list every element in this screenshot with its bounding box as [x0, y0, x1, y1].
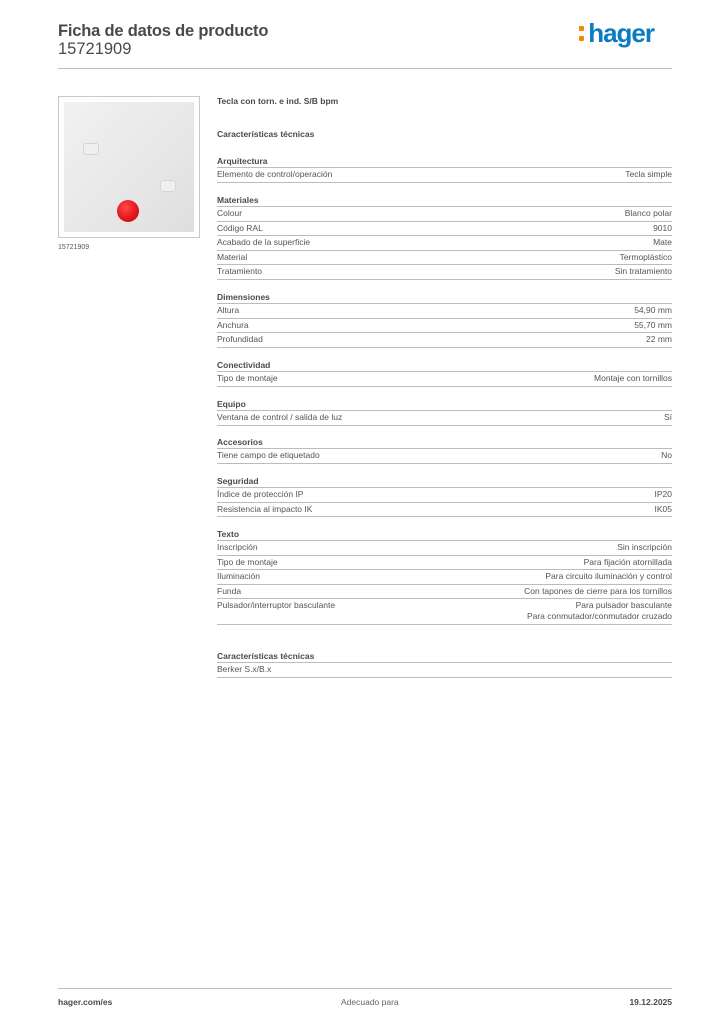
spec-value: Con tapones de cierre para los tornillos: [524, 585, 672, 596]
page-header: [58, 20, 672, 70]
section-accesorios: [217, 436, 672, 464]
spec-value: 55,70 mm: [634, 319, 672, 330]
spec-value: Para circuito iluminación y control: [545, 571, 672, 581]
section-title: Texto: [217, 528, 672, 541]
spec-row: [217, 541, 672, 556]
spec-label: Tiene campo de etiquetado: [217, 450, 320, 460]
product-image: [58, 96, 200, 238]
screw-cover-icon: [83, 143, 99, 155]
spec-label: Berker S.x/B.x: [217, 664, 272, 674]
image-caption: 15721909: [58, 244, 90, 251]
section-title: Seguridad: [217, 475, 672, 488]
spec-label: Código RAL: [217, 222, 263, 233]
spec-value: IK05: [654, 503, 672, 514]
section-title: Equipo: [217, 398, 672, 411]
section-tail: [217, 650, 672, 678]
spec-label: Anchura: [217, 319, 249, 330]
spec-value: Termoplástico: [619, 251, 672, 262]
spec-value: No: [661, 450, 672, 460]
spec-row: [217, 207, 672, 222]
product-name: Tecla con torn. e ind. S/B bpm: [217, 96, 339, 106]
spec-value: Montaje con tornillos: [594, 373, 672, 383]
section-arquitectura: [217, 155, 672, 183]
spec-row: [217, 251, 672, 266]
section-title: Arquitectura: [217, 155, 672, 168]
spec-value-line: Para conmutador/conmutador cruzado: [526, 611, 672, 621]
section-title: Dimensiones: [217, 291, 672, 304]
spec-value: 9010: [653, 222, 672, 233]
spec-label: Profundidad: [217, 334, 263, 344]
spec-label: Inscripción: [217, 542, 258, 552]
spec-label: Material: [217, 251, 248, 262]
spec-row: [217, 488, 672, 503]
section-equipo: [217, 398, 672, 426]
red-indicator-lens: [117, 200, 139, 222]
hager-logo: [588, 18, 654, 49]
section-texto: [217, 528, 672, 625]
spec-row: [217, 599, 672, 625]
spec-row: [217, 372, 672, 387]
section-title: Accesorios: [217, 436, 672, 449]
spec-row: [217, 411, 672, 426]
spec-value: Mate: [653, 237, 672, 247]
logo-colon-icon: [579, 26, 584, 42]
spec-label: Tipo de montaje: [217, 556, 278, 567]
spec-row: [217, 570, 672, 585]
spec-value: Sí: [663, 412, 672, 422]
section-conectividad: [217, 359, 672, 387]
spec-value-line: Para pulsador basculante: [575, 600, 672, 610]
spec-row: [217, 168, 672, 183]
spec-label: Tratamiento: [217, 266, 263, 276]
footer-note: Adecuado para: [341, 997, 399, 1007]
section-materiales: [217, 194, 672, 280]
spec-row: [217, 236, 672, 251]
document-title: Ficha de datos de producto: [58, 22, 269, 40]
spec-row: [217, 556, 672, 571]
spec-label: Funda: [217, 585, 242, 596]
spec-label: Índice de protección IP: [217, 489, 304, 499]
spec-row: [217, 222, 672, 237]
footer-website: hager.com/es: [58, 997, 113, 1007]
spec-row: [217, 333, 672, 348]
spec-row: [217, 319, 672, 334]
footer-divider: [58, 988, 672, 989]
spec-value: Sin tratamiento: [614, 266, 672, 276]
section-title: Conectividad: [217, 359, 672, 372]
spec-value: 54,90 mm: [634, 305, 672, 315]
spec-value: Tecla simple: [625, 169, 672, 179]
section-seguridad: [217, 475, 672, 517]
spec-label: Altura: [217, 305, 240, 315]
screw-cover-icon: [160, 180, 176, 192]
spec-row: [217, 449, 672, 464]
section-title: Materiales: [217, 194, 672, 207]
spec-label: Tipo de montaje: [217, 373, 278, 383]
spec-row: [217, 265, 672, 280]
spec-label: Resistencia al impacto IK: [217, 503, 313, 514]
section-dimensiones: [217, 291, 672, 348]
spec-label: Elemento de control/operación: [217, 169, 333, 179]
spec-value: IP20: [654, 489, 672, 499]
section-title: Características técnicas: [217, 650, 672, 663]
spec-row: [217, 304, 672, 319]
spec-label: Ventana de control / salida de luz: [217, 412, 343, 422]
spec-value: Para fijación atornillada: [583, 556, 672, 567]
footer-date: 19.12.2025: [629, 997, 672, 1007]
spec-label: Colour: [217, 208, 243, 218]
spec-value-multiline: [527, 600, 672, 622]
spec-label: Iluminación: [217, 571, 260, 581]
spec-row: [217, 503, 672, 518]
spec-value: Sin inscripción: [617, 542, 672, 552]
technical-heading: Características técnicas: [217, 129, 315, 139]
spec-row: [217, 663, 672, 678]
header-divider: [58, 68, 672, 69]
spec-value: 22 mm: [646, 334, 672, 344]
logo-text: hager: [588, 18, 654, 48]
spec-value: Blanco polar: [624, 208, 672, 218]
document-number: 15721909: [58, 40, 132, 58]
spec-label: Pulsador/interruptor basculante: [217, 600, 336, 610]
spec-row: [217, 585, 672, 600]
spec-label: Acabado de la superficie: [217, 237, 311, 247]
